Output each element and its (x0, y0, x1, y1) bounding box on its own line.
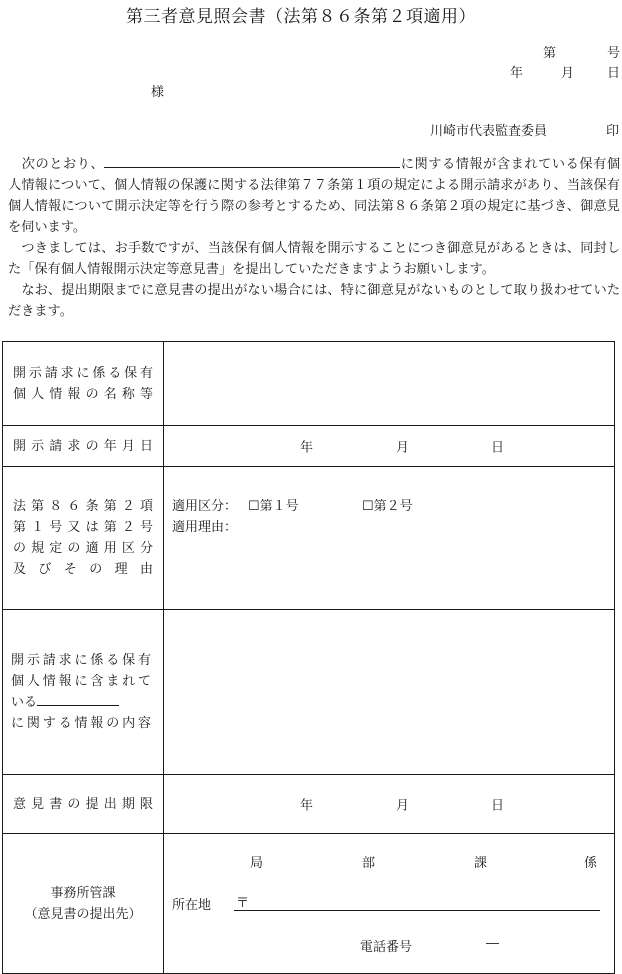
label-info-content (3, 610, 164, 775)
label-line: 開示請求の年月日 (13, 438, 153, 454)
label-info-name (3, 342, 164, 426)
inquiry-form-table (2, 341, 615, 974)
label-line: 開示請求に係る保有 (11, 653, 151, 668)
label-office (3, 834, 164, 974)
label-line: に関する情報の内容 (11, 716, 151, 731)
label-line: 意見書の提出期限 (13, 796, 153, 812)
paragraph-2 (8, 238, 620, 280)
option-item-1-checkbox[interactable]: ☐第１号 (248, 499, 299, 514)
fill-in-line (104, 155, 400, 168)
label-line: 及びその理由 (13, 562, 153, 577)
header-year: 年 (510, 66, 524, 81)
fill-in-line (37, 692, 119, 706)
option-item-2-checkbox[interactable]: ☐第２号 (362, 499, 413, 514)
postal-mark: 〒 (236, 896, 250, 911)
phone-dash: ― (486, 936, 499, 951)
header-day: 日 (607, 66, 621, 81)
value-category (164, 467, 615, 610)
label-line: 事務所管課 (50, 885, 116, 901)
deadline-day: 日 (491, 798, 505, 814)
row-category (3, 467, 615, 610)
paragraph-3 (8, 280, 620, 322)
office-ka: 課 (474, 856, 488, 871)
value-info-content[interactable] (164, 610, 615, 775)
label-line: 第１号又は第２号 (13, 520, 153, 535)
request-day: 日 (491, 440, 505, 456)
value-office (164, 834, 615, 974)
category-label: 適用区分： (172, 499, 238, 514)
deadline-year: 年 (300, 798, 314, 814)
label-line: （意見書の提出先） (24, 906, 142, 922)
body-text (8, 154, 620, 322)
number-label: 第 (543, 46, 557, 61)
addressee-label: 様 (151, 85, 165, 100)
value-request-date[interactable] (164, 426, 615, 467)
sender-name: 川崎市代表監査委員 (430, 124, 548, 139)
request-month: 月 (396, 440, 410, 456)
deadline-month: 月 (396, 798, 410, 814)
label-line: 個人情報の名称等 (13, 386, 153, 402)
p1-rest: に関する情報が含まれている保有個人情報について、個人情報の保護に関する法律第７７条第１項の規定による開示請求があり、当該保有個人情報について開示決定等を行う際の参考とするため、同法第８６条第２項の規定に基づき、御意見を伺います。 (8, 157, 621, 235)
p2-text: つきましては、お手数ですが、当該保有個人情報を開示することにつき御意見があるときは、同封した「保有個人情報開示決定等意見書」を提出していただきますようお願いします。 (8, 241, 621, 277)
label-request-date (3, 426, 164, 467)
label-line: の規定の適用区分 (13, 541, 153, 556)
office-bu: 部 (362, 856, 376, 871)
header-month: 月 (561, 66, 575, 81)
label-line: 開示請求に係る保有 (13, 365, 153, 381)
request-year: 年 (300, 440, 314, 456)
label-deadline (3, 775, 164, 834)
office-kyoku: 局 (250, 856, 264, 871)
value-info-name[interactable] (164, 342, 615, 426)
reason-label: 適用理由： (172, 520, 238, 535)
row-deadline (3, 775, 615, 834)
label-line: いる (11, 695, 38, 710)
document-title: 第三者意見照会書（法第８６条第２項適用） (126, 7, 476, 27)
address-label: 所在地 (172, 898, 212, 913)
row-info-content (3, 610, 615, 775)
row-office (3, 834, 615, 974)
p3-text: なお、提出期限までに意見書の提出がない場合には、特に御意見がないものとして取り扱わせていただきます。 (8, 283, 621, 319)
phone-label: 電話番号 (360, 940, 413, 955)
office-kakari: 係 (584, 856, 598, 871)
number-suffix: 号 (607, 46, 621, 61)
label-line: 法第８６条第２項 (13, 499, 153, 514)
row-request-date (3, 426, 615, 467)
value-deadline[interactable] (164, 775, 615, 834)
p1-start: 次のとおり、 (21, 157, 105, 172)
row-info-name (3, 342, 615, 426)
label-category (3, 467, 164, 610)
paragraph-1 (8, 154, 620, 238)
label-line: 個人情報に含まれて (11, 674, 151, 689)
seal-mark: 印 (606, 124, 620, 139)
address-line[interactable] (234, 910, 600, 911)
